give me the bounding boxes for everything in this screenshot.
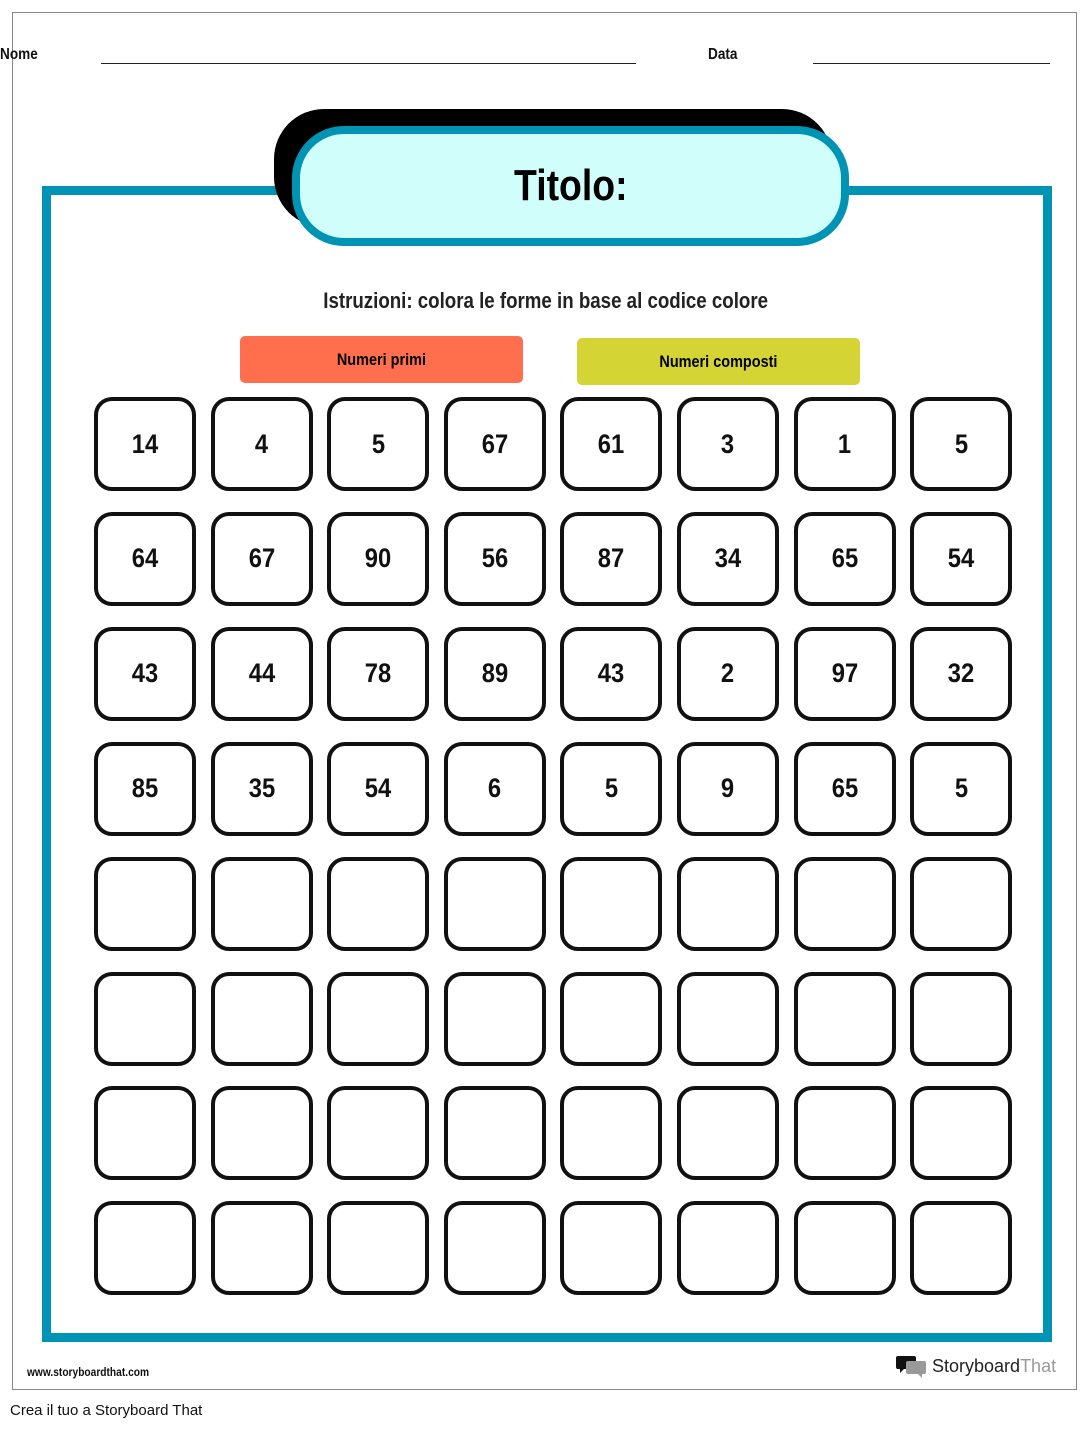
- cell-number: 65: [831, 543, 858, 574]
- grid-cell[interactable]: [560, 627, 662, 721]
- grid-cell[interactable]: [910, 627, 1012, 721]
- grid-cell[interactable]: [327, 397, 429, 491]
- grid-cell[interactable]: [677, 1086, 779, 1180]
- grid-cell[interactable]: [211, 627, 313, 721]
- grid-cell[interactable]: [794, 1086, 896, 1180]
- grid-cell[interactable]: [794, 512, 896, 606]
- grid-cell[interactable]: [444, 1086, 546, 1180]
- grid-cell[interactable]: [910, 512, 1012, 606]
- cell-number: 14: [131, 428, 159, 459]
- grid-cell[interactable]: [560, 397, 662, 491]
- grid-cell[interactable]: [910, 742, 1012, 836]
- grid-cell[interactable]: [94, 1086, 196, 1180]
- grid-cell[interactable]: [677, 512, 779, 606]
- grid-cell[interactable]: [910, 1201, 1012, 1295]
- cell-number: 54: [947, 543, 975, 574]
- speech-bubbles-icon: [896, 1354, 928, 1378]
- grid-cell[interactable]: [560, 1201, 662, 1295]
- grid-cell[interactable]: [211, 742, 313, 836]
- cell-number: 43: [598, 658, 625, 689]
- cell-number: 5: [371, 428, 385, 459]
- grid-cell[interactable]: [211, 1201, 313, 1295]
- grid-cell[interactable]: [444, 742, 546, 836]
- date-label: Data: [708, 46, 738, 63]
- grid-cell[interactable]: [794, 397, 896, 491]
- grid-cell[interactable]: [794, 857, 896, 951]
- grid-cell[interactable]: [94, 857, 196, 951]
- grid-cell[interactable]: [560, 742, 662, 836]
- name-label: Nome: [0, 46, 38, 63]
- grid-cell[interactable]: [327, 627, 429, 721]
- grid-cell[interactable]: [211, 512, 313, 606]
- grid-cell[interactable]: [94, 742, 196, 836]
- grid-cell[interactable]: [794, 627, 896, 721]
- grid-cell[interactable]: [910, 972, 1012, 1066]
- cell-number: 2: [721, 658, 735, 689]
- instructions: Istruzioni: colora le forme in base al codice colore: [323, 288, 768, 313]
- grid-cell[interactable]: [794, 742, 896, 836]
- cell-number: 34: [714, 543, 742, 574]
- name-field-line[interactable]: [101, 63, 636, 64]
- cell-number: 89: [481, 658, 509, 689]
- grid-cell[interactable]: [444, 1201, 546, 1295]
- cell-number: 4: [254, 428, 269, 459]
- cell-number: 5: [954, 773, 968, 804]
- grid-cell[interactable]: [677, 972, 779, 1066]
- grid-cell[interactable]: [910, 397, 1012, 491]
- cell-number: 65: [831, 773, 858, 804]
- grid-cell[interactable]: [211, 397, 313, 491]
- cell-number: 64: [131, 543, 159, 574]
- cell-number: 9: [721, 773, 735, 804]
- cell-number: 1: [837, 428, 852, 459]
- grid-cell[interactable]: [560, 857, 662, 951]
- grid-cell[interactable]: [94, 1201, 196, 1295]
- grid-cell[interactable]: [444, 397, 546, 491]
- grid-cell[interactable]: [910, 857, 1012, 951]
- grid-cell[interactable]: [677, 857, 779, 951]
- cell-number: 43: [131, 658, 159, 689]
- grid-cell[interactable]: [327, 972, 429, 1066]
- grid-cell[interactable]: [677, 1201, 779, 1295]
- cell-number: 90: [364, 543, 392, 574]
- cell-number: 32: [947, 658, 975, 689]
- grid-cell[interactable]: [910, 1086, 1012, 1180]
- cell-number: 6: [488, 773, 502, 804]
- grid-cell[interactable]: [794, 972, 896, 1066]
- cell-number: 78: [364, 658, 392, 689]
- legend-composites: Numeri composti: [577, 338, 860, 385]
- grid-cell[interactable]: [444, 627, 546, 721]
- grid-cell[interactable]: [560, 972, 662, 1066]
- grid-cell[interactable]: [444, 857, 546, 951]
- date-field-line[interactable]: [813, 63, 1050, 64]
- grid-cell[interactable]: [94, 627, 196, 721]
- cell-number: 5: [604, 773, 619, 804]
- grid-cell[interactable]: [327, 512, 429, 606]
- grid-cell[interactable]: [327, 742, 429, 836]
- grid-cell[interactable]: [444, 972, 546, 1066]
- cell-number: 44: [248, 658, 275, 689]
- grid-cell[interactable]: [94, 512, 196, 606]
- title-box: [292, 126, 849, 246]
- grid-cell[interactable]: [560, 1086, 662, 1180]
- storyboardthat-logo: StoryboardThat: [896, 1354, 1056, 1378]
- grid-cell[interactable]: [677, 397, 779, 491]
- footer-credit: Crea il tuo a Storyboard That: [10, 1402, 203, 1419]
- footer-url: www.storyboardthat.com: [27, 1365, 150, 1379]
- grid-cell[interactable]: [327, 1086, 429, 1180]
- cell-number: 56: [481, 543, 509, 574]
- grid-cell[interactable]: [211, 857, 313, 951]
- cell-number: 35: [248, 773, 275, 804]
- legend-primes: Numeri primi: [240, 336, 523, 383]
- grid-cell[interactable]: [677, 627, 779, 721]
- cell-number: 87: [598, 543, 625, 574]
- grid-cell[interactable]: [94, 972, 196, 1066]
- grid-cell[interactable]: [794, 1201, 896, 1295]
- cell-number: 67: [481, 428, 509, 459]
- grid-cell[interactable]: [94, 397, 196, 491]
- cell-number: 67: [248, 543, 275, 574]
- grid-cell[interactable]: [677, 742, 779, 836]
- cell-number: 97: [831, 658, 858, 689]
- cell-number: 54: [364, 773, 392, 804]
- grid-cell[interactable]: [211, 1086, 313, 1180]
- grid-cell[interactable]: [560, 512, 662, 606]
- grid-cell[interactable]: [444, 512, 546, 606]
- page-title: Titolo:: [513, 161, 628, 210]
- grid-cell[interactable]: [327, 1201, 429, 1295]
- cell-number: 3: [721, 428, 735, 459]
- grid-cell[interactable]: [211, 972, 313, 1066]
- cell-number: 5: [954, 428, 968, 459]
- cell-number: 85: [131, 773, 159, 804]
- cell-number: 61: [598, 428, 625, 459]
- grid-cell[interactable]: [327, 857, 429, 951]
